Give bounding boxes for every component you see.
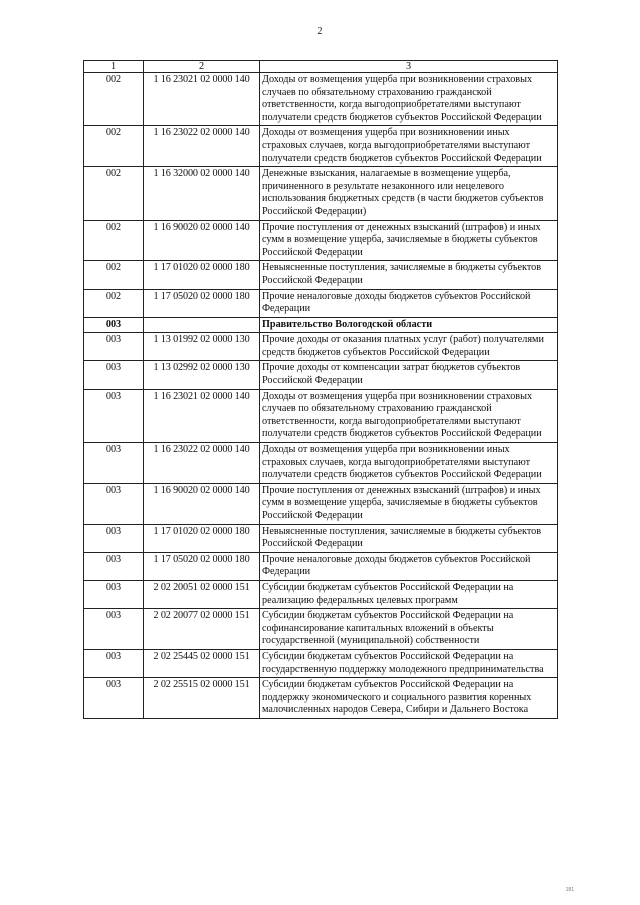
description-cell: Прочие доходы от компенсации затрат бюджетов субъектов Российской Федерации [260,361,558,389]
revenue-code-cell: 1 16 90020 02 0000 140 [144,220,260,261]
table-row [84,333,558,361]
description-cell: Правительство Вологодской области [260,317,558,333]
admin-code-cell: 002 [84,261,144,289]
revenue-code-cell [144,317,260,333]
admin-code-cell: 003 [84,443,144,484]
description-cell: Прочие поступления от денежных взысканий (штрафов) и иных сумм в возмещение ущерба, зачисляемые в бюджеты субъектов Российской Федерации [260,220,558,261]
description-cell: Доходы от возмещения ущерба при возникновении иных страховых случаев, когда выгодоприобретателями выступают получатели средств бюджетов субъектов Российской Федерации [260,126,558,167]
revenue-code-cell: 2 02 25515 02 0000 151 [144,678,260,719]
admin-code-cell: 002 [84,220,144,261]
header-col-2: 2 [144,61,260,73]
revenue-code-cell: 2 02 20051 02 0000 151 [144,580,260,608]
table-row [84,609,558,650]
admin-code-cell: 003 [84,361,144,389]
admin-code-cell: 003 [84,524,144,552]
description-cell: Невыясненные поступления, зачисляемые в бюджеты субъектов Российской Федерации [260,524,558,552]
revenue-code-cell: 1 16 23022 02 0000 140 [144,443,260,484]
description-cell: Субсидии бюджетам субъектов Российской Федерации на поддержку экономического и социального развития коренных малочисленных народов Севера, Сибири и Дальнего Востока [260,678,558,719]
admin-code-cell: 003 [84,678,144,719]
revenue-code-cell: 2 02 25445 02 0000 151 [144,649,260,677]
table-row [84,649,558,677]
revenue-code-cell: 2 02 20077 02 0000 151 [144,609,260,650]
description-cell: Прочие неналоговые доходы бюджетов субъектов Российской Федерации [260,552,558,580]
description-cell: Доходы от возмещения ущерба при возникновении страховых случаев по обязательному страхованию гражданской ответственности, когда выгодоприобретателями выступают получатели средств бюджетов субъектов Российской Федерации [260,73,558,126]
table-row [84,220,558,261]
revenue-code-cell: 1 16 23021 02 0000 140 [144,73,260,126]
revenue-codes-table [83,60,558,719]
table-row [84,317,558,333]
table-header-row [84,61,558,73]
revenue-code-cell: 1 17 01020 02 0000 180 [144,524,260,552]
description-cell: Прочие доходы от оказания платных услуг (работ) получателями средств бюджетов субъектов Российской Федерации [260,333,558,361]
table-row [84,552,558,580]
admin-code-cell: 003 [84,609,144,650]
revenue-code-cell: 1 17 05020 02 0000 180 [144,552,260,580]
table-header [84,61,558,73]
revenue-code-cell: 1 16 90020 02 0000 140 [144,483,260,524]
revenue-code-cell: 1 13 01992 02 0000 130 [144,333,260,361]
table-row [84,289,558,317]
revenue-code-cell: 1 17 01020 02 0000 180 [144,261,260,289]
revenue-code-cell: 1 16 32000 02 0000 140 [144,167,260,220]
description-cell: Прочие неналоговые доходы бюджетов субъектов Российской Федерации [260,289,558,317]
description-cell: Доходы от возмещения ущерба при возникновении иных страховых случаев, когда выгодоприобретателями выступают получатели средств бюджетов субъектов Российской Федерации [260,443,558,484]
table-row [84,524,558,552]
description-cell: Доходы от возмещения ущерба при возникновении страховых случаев по обязательному страхованию гражданской ответственности, когда выгодоприобретателями выступают получатели средств бюджетов субъектов Российской Федерации [260,389,558,442]
description-cell: Невыясненные поступления, зачисляемые в бюджеты субъектов Российской Федерации [260,261,558,289]
admin-code-cell: 003 [84,317,144,333]
description-cell: Субсидии бюджетам субъектов Российской Федерации на государственную поддержку молодежного предпринимательства [260,649,558,677]
admin-code-cell: 003 [84,483,144,524]
table-body [84,73,558,719]
admin-code-cell: 003 [84,389,144,442]
admin-code-cell: 003 [84,580,144,608]
admin-code-cell: 002 [84,167,144,220]
table-row [84,126,558,167]
revenue-code-cell: 1 13 02992 02 0000 130 [144,361,260,389]
revenue-code-cell: 1 16 23022 02 0000 140 [144,126,260,167]
admin-code-cell: 003 [84,333,144,361]
admin-code-cell: 002 [84,73,144,126]
page-number: 2 [317,26,323,37]
table-row [84,483,558,524]
description-cell: Денежные взыскания, налагаемые в возмещение ущерба, причиненного в результате незаконного или нецелевого использования бюджетных средств (в части бюджетов субъектов Российской Федерации) [260,167,558,220]
description-cell: Субсидии бюджетам субъектов Российской Федерации на реализацию федеральных целевых программ [260,580,558,608]
admin-code-cell: 002 [84,126,144,167]
admin-code-cell: 003 [84,649,144,677]
revenue-code-cell: 1 16 23021 02 0000 140 [144,389,260,442]
table-row [84,167,558,220]
table-row [84,443,558,484]
header-col-3: 3 [260,61,558,73]
table-row [84,73,558,126]
description-cell: Субсидии бюджетам субъектов Российской Федерации на софинансирование капитальных вложений в объекты государственной (муниципальной) собственности [260,609,558,650]
admin-code-cell: 003 [84,552,144,580]
header-col-1: 1 [84,61,144,73]
footer-mark: 181 [565,887,574,893]
admin-code-cell: 002 [84,289,144,317]
table-row [84,361,558,389]
table-row [84,389,558,442]
revenue-code-cell: 1 17 05020 02 0000 180 [144,289,260,317]
description-cell: Прочие поступления от денежных взысканий (штрафов) и иных сумм в возмещение ущерба, зачисляемые в бюджеты субъектов Российской Федерации [260,483,558,524]
table-row [84,261,558,289]
table-row [84,678,558,719]
table-row [84,580,558,608]
